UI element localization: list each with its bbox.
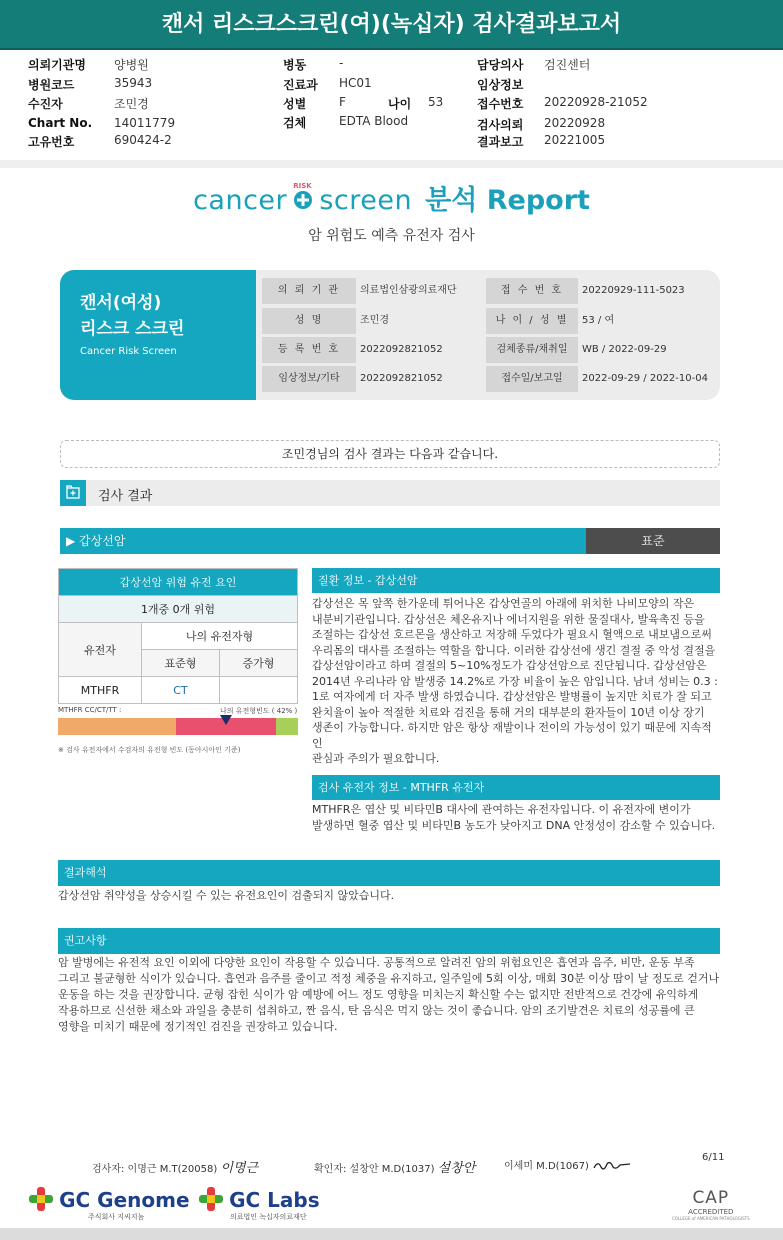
card-key: 접수일/보고일 [486,366,578,392]
logo-mark-icon [292,182,314,209]
text-line: 작용하므로 신선한 채소와 과일을 충분히 섭취하고, 짠 음식, 탄 음식은 먹지 않는 것이 좋습니다. 암의 조기발견은 치료의 성공률에 큰 [58,1004,695,1017]
gene-table-summary: 1개중 0개 위험 [59,596,298,623]
card-key: 접 수 번 호 [486,278,578,304]
text-line: 생존이 가능합니다. 하지만 암은 항상 재발이나 전이의 가능성이 있기 때문에 지속적인 [312,721,712,750]
confirm-sign-1: 설창안 [437,1161,476,1176]
text-line: 완치율이 높아 적절한 치료와 검진을 통해 거의 대부분의 환자들이 10년 이상 장기 [312,705,705,719]
disease-bar [60,528,720,554]
text-line: 발생하면 혈중 엽산 및 비타민B 농도가 낮아지고 DNA 안정성이 감소할 수 있습니다. [312,818,716,832]
confirm-label: 확인자: [314,1164,347,1175]
text-line: 조절하는 갑상선 호르몬을 생산하고 저장해 두었다가 필요시 혈액으로 내보냄으로써 [312,628,712,641]
text-line: 내분비기관입니다. 갑상선은 체온유지나 에너지원을 위한 물질대사, 발육촉진 등을 [312,612,705,626]
hdr-key: 결과보고 [477,135,524,149]
gene-table-title: 갑상선암 위험 유전 요인 [59,569,298,596]
hdr-value: 20221005 [544,133,606,147]
card-key: 등 록 번 호 [262,337,356,363]
disease-info-body [312,596,720,767]
card-value: 53 / 여 [582,315,615,326]
hdr-value: F [339,95,346,109]
cap-text: CAP [692,1188,730,1208]
hdr-value: HC01 [339,76,372,90]
hdr-key: 검체 [283,116,307,130]
card-value: 2022092821052 [360,373,443,384]
gene-col-header: 유전자 [59,623,142,677]
hdr-key: 접수번호 [477,97,524,111]
logo-cancer: cancer [193,185,288,216]
card-value: 의료법인삼광의료재단 [360,285,457,296]
hdr-key: 검사의뢰 [477,118,524,132]
hdr-key: 수진자 [28,97,63,111]
freq-segment [58,718,176,735]
card-title-panel [60,270,256,400]
card-key: 검체종류/채취일 [486,337,578,363]
text-line: 우리몸의 대사를 조절하는 역할을 합니다. 이러한 갑상선에 생긴 결절 중 악성 결절을 [312,643,716,657]
card-key: 임상정보/기타 [262,366,356,392]
hdr-value: 53 [428,95,444,109]
hdr-key: Chart No. [28,116,93,130]
card-value: 20220929-111-5023 [582,285,685,296]
recommendation-title: 권고사항 [58,928,720,954]
card-title-2: 리스크 스크린 [80,319,185,339]
hdr-key: 담당의사 [477,58,524,72]
text-line: 관심과 주의가 필요합니다. [312,752,440,765]
report-title: 캔서 리스크스크린(여)(녹십자) 검사결과보고서 [0,0,783,50]
card-value: 2022-09-29 / 2022-10-04 [582,373,708,384]
interpretation-text: 갑상선암 취약성을 상승시킬 수 있는 유전요인이 검출되지 않았습니다. [58,889,395,902]
gc-genome-name: GC Genome [59,1188,190,1212]
page-number: 6/11 [702,1152,725,1163]
logo-report: 분석 Report [425,185,590,216]
confirm-signature-2 [504,1157,632,1172]
text-line: 갑상선은 목 앞쪽 한가운데 튀어나온 갑상연골의 아래에 위치한 나비모양의 작은 [312,597,695,610]
genotype-frequency-bar [58,718,298,735]
gc-labs-name: GC Labs [229,1188,320,1212]
hdr-value: 검진센터 [544,58,591,72]
info-card [60,270,720,400]
freq-marker-icon [220,715,232,725]
text-line: 운동을 하는 것을 권장합니다. 균형 잡힌 식이가 암 예방에 어느 정도 영향을 미치는지 확신할 수는 없지만 전반적으로 건강에 유익하게 [58,988,699,1001]
gc-genome-sub: 주식회사 지씨지놈 [88,1213,145,1221]
disease-info-title: 질환 정보 - 갑상선암 [312,568,720,593]
text-line: 1로 여자에게 더 자주 발생 하였습니다. 갑상선암은 발병률이 높지만 치료가 잘 되고 [312,690,712,703]
confirm-name-2: 이세미 M.D(1067) [504,1161,589,1172]
gene-info-title: 검사 유전자 정보 - MTHFR 유전자 [312,775,720,800]
status-badge: 표준 [586,528,720,554]
text-line: 암 발병에는 유전적 요인 이외에 다양한 요인이 작용할 수 있습니다. 공통적으로 알려진 암의 위험요인은 흡연과 음주, 비만, 운동 부족 [58,956,695,969]
section-title: 검사 결과 [98,489,153,504]
my-genotype-header: 나의 유전자형 [142,623,298,650]
freq-right-label: 나의 유전형빈도 ( 42% ) [220,707,298,715]
card-value: 조민경 [360,315,389,326]
confirm-signature [314,1157,475,1176]
gene-name: MTHFR [59,677,142,704]
hdr-key: 병동 [283,58,307,72]
inc-col-header: 증가형 [219,650,297,677]
hdr-value: 14011779 [114,116,176,130]
divider [0,160,783,168]
freq-note: ※ 검사 유전자에서 수검자의 유전형 빈도 (동아시아인 기준) [58,746,241,754]
hdr-key: 의뢰기관명 [28,58,86,72]
disease-name: ▶ 갑상선암 [60,528,586,554]
cancer-screen-logo [0,178,783,217]
tester-signature [92,1157,258,1176]
hdr-value: - [339,56,344,70]
report-subtitle: 암 위험도 예측 유전자 검사 [308,228,475,244]
gc-cross-icon [28,1186,54,1212]
interpretation-title: 결과해석 [58,860,720,886]
card-value: WB / 2022-09-29 [582,344,667,355]
freq-left-label: MTHFR CC/CT/TT : [58,706,122,714]
signature-scribble-icon [592,1158,632,1172]
card-key: 나 이 / 성 별 [486,308,578,334]
patient-header [0,56,783,156]
card-key: 의 뢰 기 관 [262,278,356,304]
hdr-key: 진료과 [283,78,318,92]
cap-logo [672,1188,750,1221]
hdr-key: 임상정보 [477,78,524,92]
std-genotype: CT [142,677,220,704]
text-line: MTHFR은 엽산 및 비타민B 대사에 관여하는 유전자입니다. 이 유전자에 변이가 [312,803,691,816]
hdr-value: 조민경 [114,97,149,111]
freq-segment [276,718,298,735]
logo-risk: RISK [293,182,312,190]
confirm-name-1: 설창안 M.D(1037) [349,1164,435,1175]
hdr-key: 성별 [283,97,307,111]
gc-cross-icon [198,1186,224,1212]
text-line: 2014년 우리나라 암 발생중 14.2%로 가장 비율이 높은 암입니다. 남녀 성비는 0.3 : [312,674,718,688]
text-line: 갑상선암이라고 하며 결절의 5~10%정도가 갑상선암으로 진단됩니다. 갑상선암은 [312,659,707,672]
text-line: 그리고 불균형한 식이가 있습니다. 흡연과 음주를 줄이고 적정 체중을 유지하고, 일주일에 5회 이상, 매회 30분 이상 땀이 날 정도로 걷거나 [58,972,720,985]
card-title-1: 캔서(여성) [80,293,162,313]
logo-screen: screen [319,185,413,216]
cap-accredited: ACCREDITED [688,1208,734,1216]
section-header [60,480,720,506]
card-title-3: Cancer Risk Screen [80,346,177,357]
card-value: 2022092821052 [360,344,443,355]
gene-info-body [312,802,720,833]
tester-name: 이명근 M.T(20058) [127,1164,218,1175]
tester-label: 검사자: [92,1164,125,1175]
hdr-value: 20220928 [544,116,606,130]
text-line: 영향을 미치기 때문에 정기적인 검진을 권장하고 있습니다. [58,1020,338,1033]
gc-labs-sub: 의료법인 녹십자의료재단 [230,1213,307,1221]
hdr-key: 고유번호 [28,135,75,149]
hdr-value: 양병원 [114,58,149,72]
folder-icon [60,480,86,506]
gene-table [58,568,298,704]
hdr-value: 20220928-21052 [544,95,648,109]
cap-college: COLLEGE of AMERICAN PATHOLOGISTS [672,1216,750,1221]
hdr-key: 나이 [388,97,412,111]
tester-sign: 이명근 [220,1161,259,1176]
card-key: 성 명 [262,308,356,334]
recommendation-body [58,955,720,1035]
std-col-header: 표준형 [142,650,220,677]
gc-genome-logo [28,1186,190,1222]
result-notice: 조민경님의 검사 결과는 다음과 같습니다. [60,440,720,468]
inc-genotype [219,677,297,704]
hdr-value: 690424-2 [114,133,172,147]
hdr-key: 병원코드 [28,78,75,92]
hdr-value: EDTA Blood [339,114,409,128]
hdr-value: 35943 [114,76,153,90]
gc-labs-logo [198,1186,320,1222]
